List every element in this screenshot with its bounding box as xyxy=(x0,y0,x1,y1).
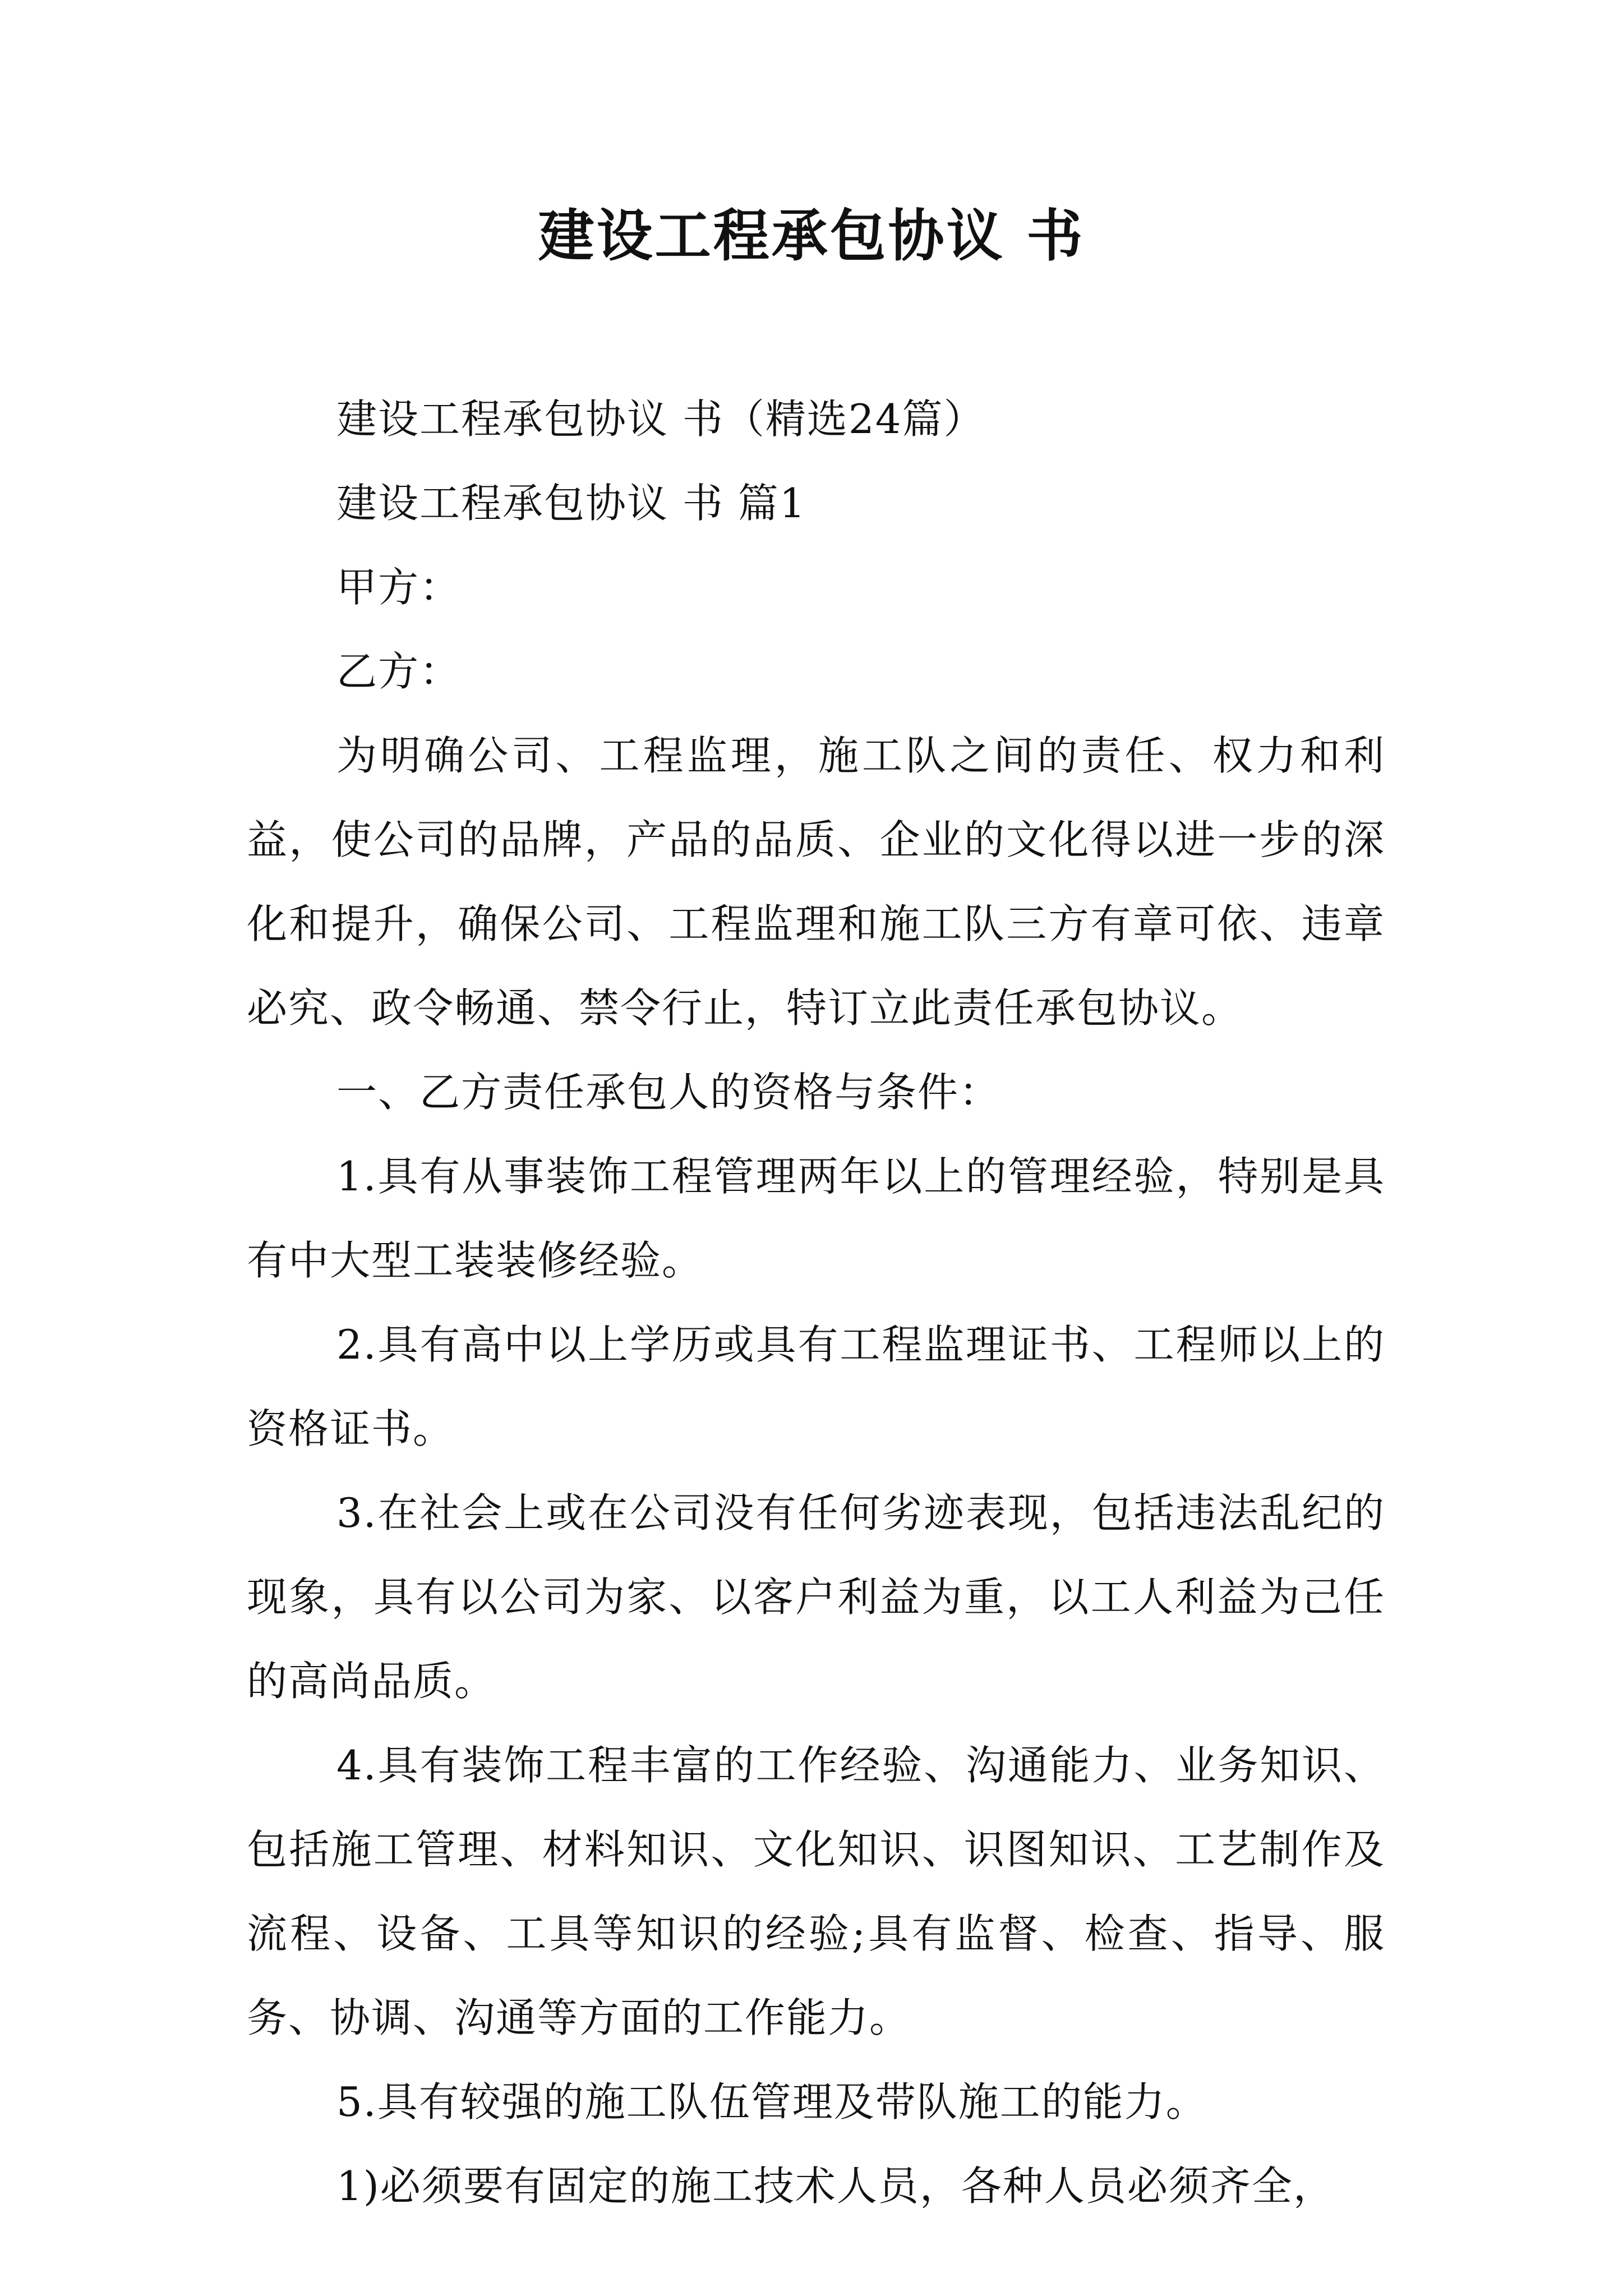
clause-item-5: 5.具有较强的施工队伍管理及带队施工的能力。 xyxy=(336,2078,1207,2125)
clause-item-2: 2.具有高中以上学历或具有工程监理证书、工程师以上的资格证书。 xyxy=(247,1321,1385,1452)
intro-paragraph: 为明确公司、工程监理，施工队之间的责任、权力和利益，使公司的品牌，产品的品质、企业的文化得以进一步的深化和提升，确保公司、工程监理和施工队三方有章可依、违章必究、政令畅通、禁令行止，特订立此责任承包协议。 xyxy=(247,732,1385,1032)
document-title: 建设工程承包协议 书 xyxy=(538,203,1085,269)
clause-heading: 一、乙方责任承包人的资格与条件： xyxy=(336,1069,1001,1116)
clause-item-1: 1.具有从事装饰工程管理两年以上的管理经验，特别是具有中大型工装装修经验。 xyxy=(247,1153,1385,1284)
party-a-line: 甲方： xyxy=(336,564,462,611)
clause-item-3: 3.在社会上或在公司没有任何劣迹表现，包括违法乱纪的现象，具有以公司为家、以客户利益为重，以工人利益为己任的高尚品质。 xyxy=(247,1489,1385,1705)
sub-clause-1: 1)必须要有固定的施工技术人员，各种人员必须齐全， xyxy=(336,2162,1335,2210)
clause-item-4: 4.具有装饰工程丰富的工作经验、沟通能力、业务知识、包括施工管理、材料知识、文化知识、识图知识、工艺制作及流程、设备、工具等知识的经验;具有监督、检查、指导、服务、协调、沟通等方面的工作能力。 xyxy=(247,1742,1385,2041)
subtitle-paragraph: 建设工程承包协议 书（精选24篇） xyxy=(336,395,985,443)
document-body xyxy=(247,377,1385,2228)
party-b-line: 乙方： xyxy=(336,648,462,695)
section-heading: 建设工程承包协议 书 篇1 xyxy=(336,480,806,527)
